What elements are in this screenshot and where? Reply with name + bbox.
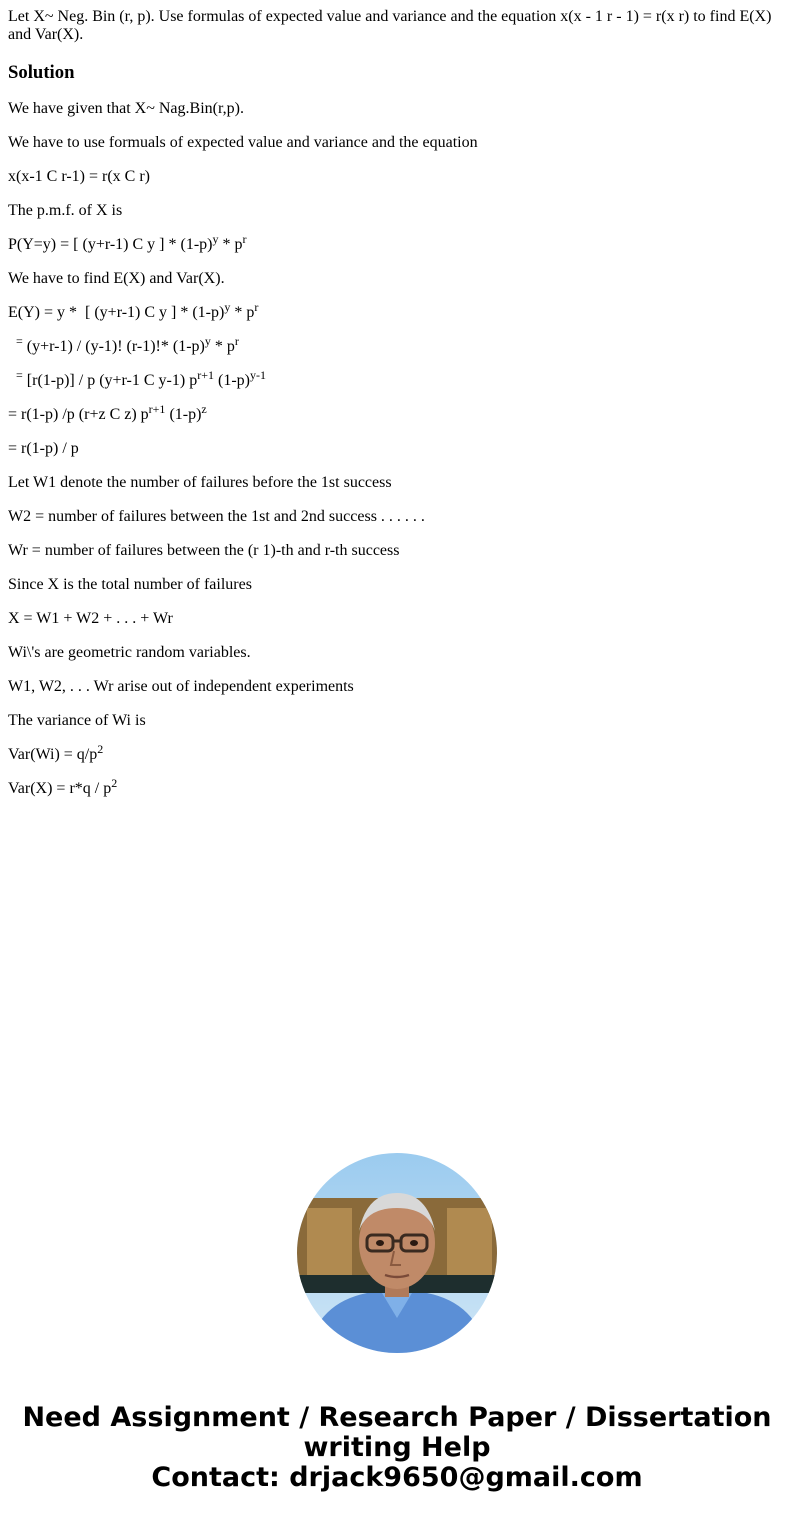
expectation-result: = r(1-p) / p xyxy=(8,440,79,457)
expectation-step-part: (1-p) xyxy=(213,372,250,389)
variance-wi-exponent: 2 xyxy=(97,742,104,756)
expectation-step-part: [r(1-p)] / p (y+r-1 C y-1) p xyxy=(22,372,198,389)
expectation-exponent-r: r xyxy=(254,300,259,314)
variance-wi-part: Var(Wi) = q/p xyxy=(8,746,98,763)
solution-line-15: Since X is the total number of failures xyxy=(8,576,252,593)
solution-line-19: The variance of Wi is xyxy=(8,712,146,729)
indent xyxy=(8,338,16,355)
expectation-step-part: (y+r-1) / (y-1)! (r-1)!* (1-p) xyxy=(22,338,205,355)
expectation-step-part: (1-p) xyxy=(165,406,202,423)
equals-sup: = xyxy=(16,368,23,382)
expectation-formula-part: E(Y) = y * [ (y+r-1) C y ] * (1-p) xyxy=(8,304,225,321)
step-exponent: r+1 xyxy=(148,402,166,416)
solution-document xyxy=(8,8,784,798)
variance-x-formula xyxy=(8,776,784,798)
avatar xyxy=(297,1153,497,1353)
step-exponent: y-1 xyxy=(249,368,266,382)
solution-line-2: We have to use formuals of expected value and variance and the equation xyxy=(8,134,478,151)
question-text: Let X~ Neg. Bin (r, p). Use formulas of expected value and variance and the equation x(x - 1 r - 1) = r(x r) to find E(X) and Var(X). xyxy=(8,8,772,43)
expectation-step-3 xyxy=(8,402,784,424)
expectation-step-part: * p xyxy=(210,338,235,355)
expectation-step-part: = r(1-p) /p (r+z C z) p xyxy=(8,406,149,423)
solution-line-18: W1, W2, . . . Wr arise out of independent experiments xyxy=(8,678,354,695)
pmf-formula-part: * p xyxy=(218,236,243,253)
footer-line-2: writing Help xyxy=(303,1432,491,1463)
footer-ad xyxy=(0,1403,794,1493)
solution-line-1: We have given that X~ Nag.Bin(r,p). xyxy=(8,100,244,117)
expectation-step-1 xyxy=(8,334,784,356)
solution-line-14: Wr = number of failures between the (r 1)-th and r-th success xyxy=(8,542,400,559)
expectation-formula xyxy=(8,300,784,322)
expectation-exponent-y: y xyxy=(224,300,231,314)
avatar-portrait xyxy=(297,1153,497,1353)
step-exponent: z xyxy=(201,402,207,416)
pmf-exponent-y: y xyxy=(212,232,219,246)
solution-line-17: Wi\'s are geometric random variables. xyxy=(8,644,251,661)
expectation-step-2 xyxy=(8,368,784,390)
solution-line-3: x(x-1 C r-1) = r(x C r) xyxy=(8,168,150,185)
variance-x-exponent: 2 xyxy=(111,776,118,790)
expectation-formula-part: * p xyxy=(230,304,255,321)
solution-line-13: W2 = number of failures between the 1st and 2nd success . . . . . . xyxy=(8,508,425,525)
pmf-formula xyxy=(8,232,784,254)
footer-line-1: Need Assignment / Research Paper / Dissertation xyxy=(22,1402,772,1433)
solution-heading: Solution xyxy=(8,62,75,83)
solution-line-16: X = W1 + W2 + . . . + Wr xyxy=(8,610,173,627)
variance-wi-formula xyxy=(8,742,784,764)
step-exponent: r xyxy=(234,334,239,348)
step-exponent: r+1 xyxy=(197,368,214,382)
solution-line-4: The p.m.f. of X is xyxy=(8,202,123,219)
footer-contact: Contact: drjack9650@gmail.com xyxy=(151,1462,643,1493)
pmf-formula-part: P(Y=y) = [ (y+r-1) C y ] * (1-p) xyxy=(8,236,213,253)
equals-sup: = xyxy=(16,334,23,348)
solution-line-6: We have to find E(X) and Var(X). xyxy=(8,270,225,287)
step-exponent: y xyxy=(204,334,211,348)
solution-line-12: Let W1 denote the number of failures before the 1st success xyxy=(8,474,392,491)
pmf-exponent-r: r xyxy=(242,232,247,246)
variance-x-part: Var(X) = r*q / p xyxy=(8,780,112,797)
indent xyxy=(8,372,16,389)
